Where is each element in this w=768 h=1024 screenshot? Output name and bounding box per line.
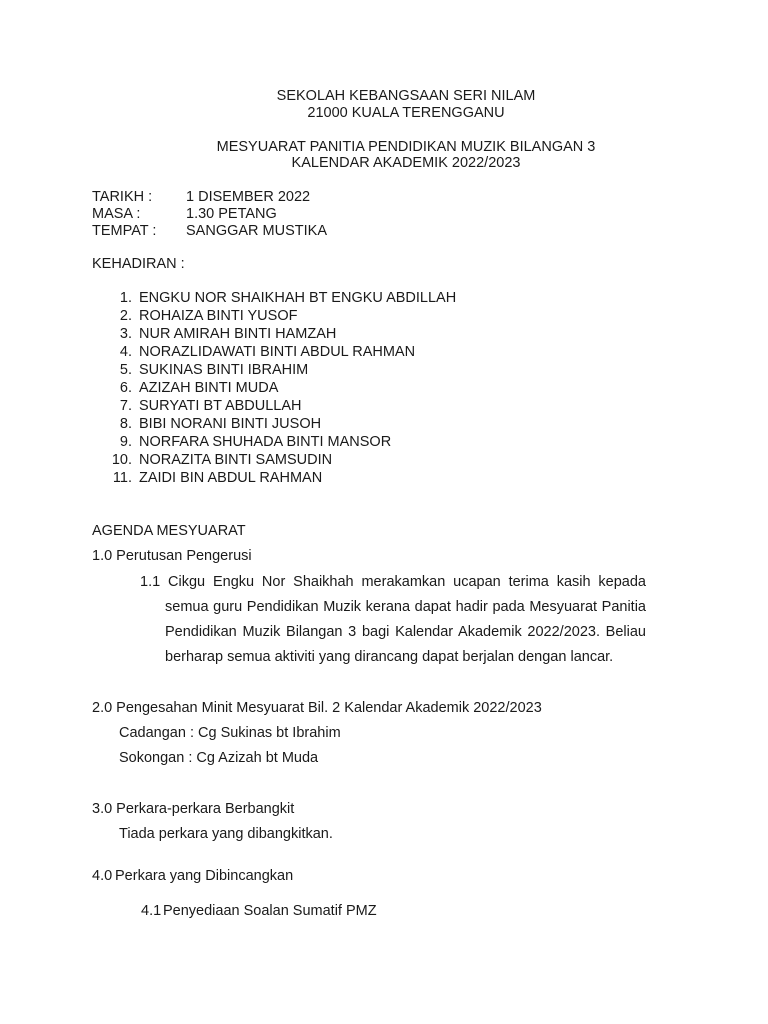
- section-3-title: 3.0 Perkara-perkara Berbangkit: [92, 801, 295, 817]
- member-name: ZAIDI BIN ABDUL RAHMAN: [139, 470, 323, 486]
- item-number: 1.: [119, 290, 132, 306]
- section-3-note: Tiada perkara yang dibangkitkan.: [119, 826, 333, 842]
- item-number: 7.: [119, 398, 132, 414]
- school-name: SEKOLAH KEBANGSAAN SERI NILAM: [276, 88, 536, 104]
- item-number: 9.: [119, 434, 132, 450]
- seconder: Sokongan : Cg Azizah bt Muda: [119, 750, 319, 766]
- detail-label: MASA :: [92, 206, 141, 222]
- detail-label: TARIKH :: [92, 189, 153, 205]
- detail-value: 1.30 PETANG: [186, 206, 277, 222]
- section-title: Perkara yang Dibincangkan: [115, 868, 294, 884]
- academic-calendar: KALENDAR AKADEMIK 2022/2023: [291, 155, 521, 171]
- paragraph-number: 1.1: [140, 574, 161, 590]
- member-name: ROHAIZA BINTI YUSOF: [139, 308, 298, 324]
- detail-label: TEMPAT :: [92, 223, 157, 239]
- item-number: 8.: [119, 416, 132, 432]
- item-number: 4.: [119, 344, 132, 360]
- meeting-title: MESYUARAT PANITIA PENDIDIKAN MUZIK BILANGAN 3: [216, 139, 596, 155]
- detail-value: 1 DISEMBER 2022: [186, 189, 311, 205]
- section-1-title: 1.0 Perutusan Pengerusi: [92, 548, 252, 564]
- section-number: 4.0: [92, 868, 113, 884]
- member-name: SURYATI BT ABDULLAH: [139, 398, 302, 414]
- member-name: ENGKU NOR SHAIKHAH BT ENGKU ABDILLAH: [139, 290, 457, 306]
- item-number: 5.: [119, 362, 132, 378]
- proposer: Cadangan : Cg Sukinas bt Ibrahim: [119, 725, 341, 741]
- subsection-number: 4.1: [141, 903, 162, 919]
- member-name: SUKINAS BINTI IBRAHIM: [139, 362, 309, 378]
- member-name: AZIZAH BINTI MUDA: [139, 380, 279, 396]
- member-name: BIBI NORANI BINTI JUSOH: [139, 416, 322, 432]
- section-1-1-paragraph: [140, 570, 646, 670]
- attendance-heading: KEHADIRAN :: [92, 256, 185, 272]
- item-number: 11.: [112, 470, 132, 486]
- member-name: NORAZITA BINTI SAMSUDIN: [139, 452, 333, 468]
- member-name: NORFARA SHUHADA BINTI MANSOR: [139, 434, 392, 450]
- item-number: 10.: [111, 452, 132, 468]
- item-number: 3.: [119, 326, 132, 342]
- member-name: NORAZLIDAWATI BINTI ABDUL RAHMAN: [139, 344, 416, 360]
- detail-value: SANGGAR MUSTIKA: [186, 223, 327, 239]
- school-address: 21000 KUALA TERENGGANU: [307, 105, 505, 121]
- item-number: 6.: [119, 380, 132, 396]
- member-name: NUR AMIRAH BINTI HAMZAH: [139, 326, 337, 342]
- agenda-heading: AGENDA MESYUARAT: [92, 523, 246, 539]
- item-number: 2.: [119, 308, 132, 324]
- paragraph-text: Cikgu Engku Nor Shaikhah merakamkan ucapan terima kasih kepada semua guru Pendidikan Muzik kerana dapat hadir pada Mesyuarat Panitia Pendidikan Muzik Bilangan 3 bagi Kalendar Akademik 2022/2023. Beliau berharap semua aktiviti yang dirancang dapat berjalan dengan lancar.: [165, 574, 646, 665]
- subsection-title: Penyediaan Soalan Sumatif PMZ: [163, 903, 377, 919]
- section-2-title: 2.0 Pengesahan Minit Mesyuarat Bil. 2 Kalendar Akademik 2022/2023: [92, 700, 542, 716]
